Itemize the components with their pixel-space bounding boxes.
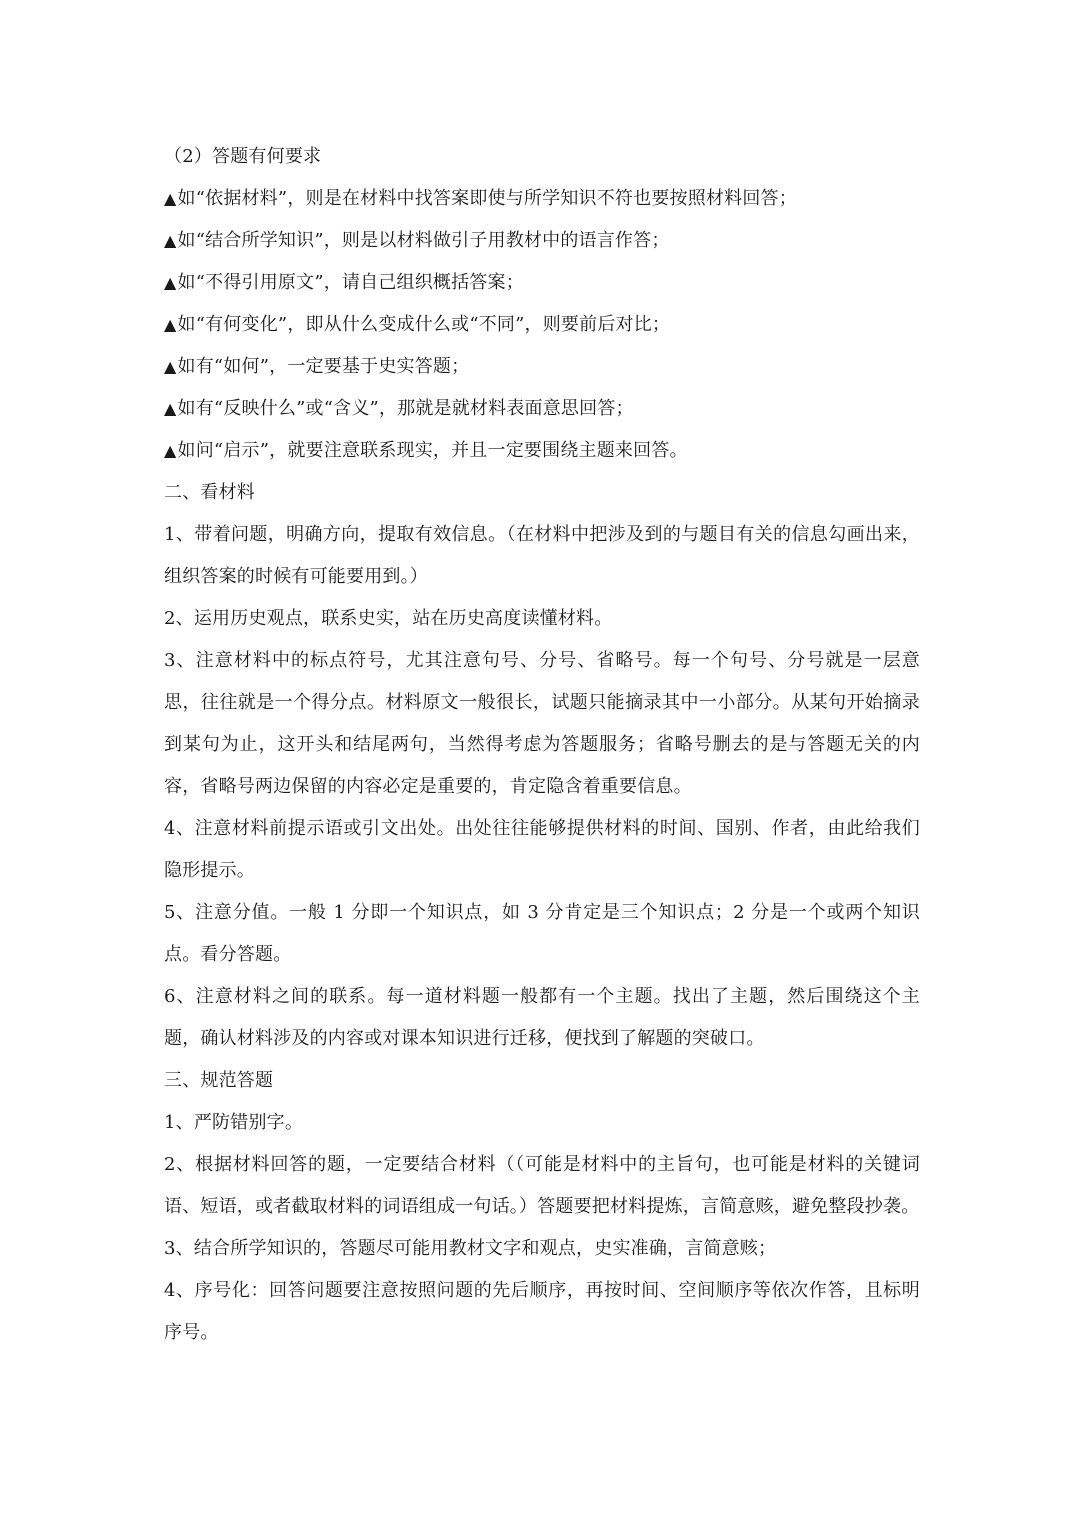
requirement-item [164,346,920,388]
read-material-item: 4、注意材料前提示语或引文出处。出处往往能够提供材料的时间、国别、作者，由此给我们隐形提示。 [164,818,920,881]
triangle-bullet-icon: ▲ [164,399,177,418]
requirement-item [164,304,920,346]
standard-answer-item: 2、根据材料回答的题，一定要结合材料（（可能是材料中的主旨句，也可能是材料的关键词语、短语，或者截取材料的词语组成一句话。）答题要把材料提炼，言简意赅，避免整段抄袭。 [164,1154,920,1217]
triangle-bullet-icon: ▲ [164,273,177,292]
requirement-item [164,388,920,430]
requirement-text: 如“依据材料”，则是在材料中找答案即使与所学知识不符也要按照材料回答； [177,188,797,209]
triangle-bullet-icon: ▲ [164,441,177,460]
requirement-item [164,262,920,304]
requirement-text: 如有“反映什么”或“含义”，那就是就材料表面意思回答； [177,398,634,419]
section-title-read-material: 二、看材料 [164,482,255,503]
requirement-text: 如“不得引用原文”，请自己组织概括答案； [177,272,524,293]
requirement-text: 如“结合所学知识”，则是以材料做引子用教材中的语言作答； [177,230,670,251]
standard-answer-item: 1、严防错别字。 [164,1112,304,1133]
requirement-item [164,220,920,262]
requirement-text: 如问“启示”，就要注意联系现实，并且一定要围绕主题来回答。 [177,440,688,461]
triangle-bullet-icon: ▲ [164,315,177,334]
standard-answer-item: 4、序号化：回答问题要注意按照问题的先后顺序，再按时间、空间顺序等依次作答，且标明序号。 [164,1280,920,1343]
triangle-bullet-icon: ▲ [164,189,177,208]
triangle-bullet-icon: ▲ [164,357,177,376]
read-material-item: 1、带着问题，明确方向，提取有效信息。（在材料中把涉及到的与题目有关的信息勾画出来，组织答案的时候有可能要用到。） [164,524,920,587]
requirement-text: 如“有何变化”，即从什么变成什么或“不同”，则要前后对比； [177,314,671,335]
section-title-standard-answer: 三、规范答题 [164,1070,274,1091]
requirement-item [164,178,920,220]
read-material-item: 2、运用历史观点，联系史实，站在历史高度读懂材料。 [164,608,613,629]
requirement-item [164,430,920,472]
document-body [164,136,920,1354]
read-material-item: 6、注意材料之间的联系。每一道材料题一般都有一个主题。找出了主题，然后围绕这个主题，确认材料涉及的内容或对课本知识进行迁移，便找到了解题的突破口。 [164,986,920,1049]
read-material-item: 5、注意分值。一般 1 分即一个知识点，如 3 分肯定是三个知识点；2 分是一个或两个知识点。看分答题。 [164,902,920,965]
requirement-text: 如有“如何”，一定要基于史实答题； [177,356,470,377]
section-title-requirements: （2）答题有何要求 [164,146,322,167]
read-material-item: 3、注意材料中的标点符号，尤其注意句号、分号、省略号。每一个句号、分号就是一层意思，往往就是一个得分点。材料原文一般很长，试题只能摘录其中一小部分。从某句开始摘录到某句为止，这开头和结尾两句，当然得考虑为答题服务；省略号删去的是与答题无关的内容，省略号两边保留的内容必定是重要的，肯定隐含着重要信息。 [164,650,920,797]
triangle-bullet-icon: ▲ [164,231,177,250]
standard-answer-item: 3、结合所学知识的，答题尽可能用教材文字和观点，史实准确，言简意赅； [164,1238,777,1259]
